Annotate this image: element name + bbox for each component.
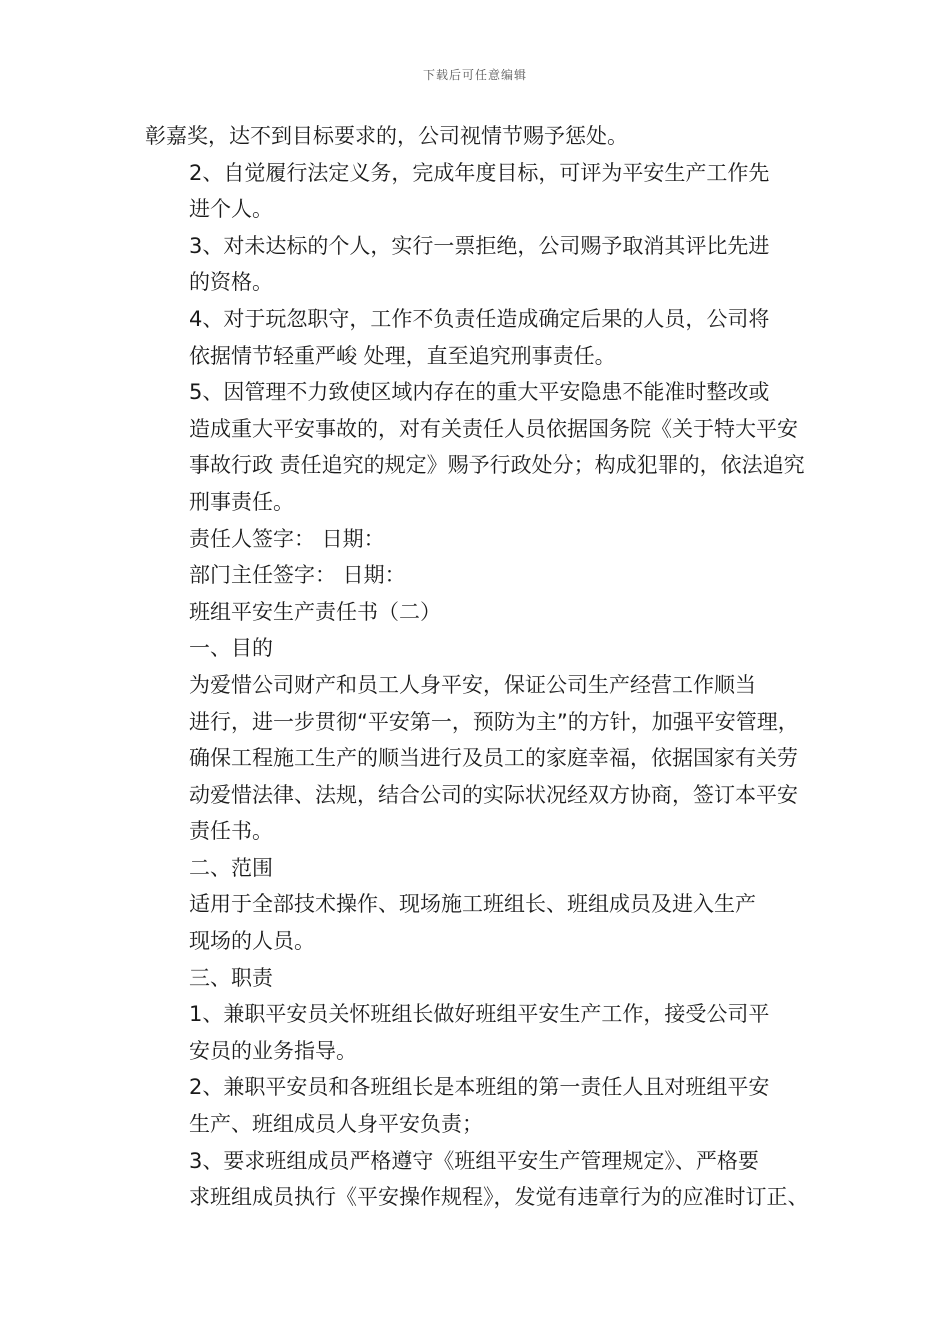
- paragraph-line: 事故行政 责任追究的规定》赐予行政处分；构成犯罪的，依法追究: [189, 453, 805, 478]
- paragraph-line: 生产、班组成员人身平安负责；: [189, 1112, 483, 1137]
- paragraph: [145, 374, 835, 520]
- paragraph: [145, 557, 835, 594]
- paragraph-line: 安员的业务指导。: [189, 1038, 357, 1063]
- paragraph-line: 责任人签字： 日期：: [189, 526, 385, 551]
- paragraph-line: 现场的人员。: [189, 929, 315, 954]
- paragraph: [145, 521, 835, 558]
- paragraph: [145, 594, 835, 631]
- page-header-note: 下载后可任意编辑: [422, 68, 527, 82]
- paragraph-line: 2、自觉履行法定义务，完成年度目标，可评为平安生产工作先: [189, 160, 770, 185]
- paragraph-line: 确保工程施工生产的顺当进行及员工的家庭幸福，依据国家有关劳: [189, 746, 798, 771]
- paragraph-line: 彰嘉奖，达不到目标要求的，公司视情节赐予惩处。: [145, 124, 628, 148]
- paragraph-line: 3、要求班组成员严格遵守《班组平安生产管理规定》、严格要: [189, 1148, 759, 1173]
- paragraph: [145, 850, 835, 887]
- paragraph-line: 进行，进一步贯彻“平安第一，预防为主”的方针，加强平安管理，: [189, 709, 799, 734]
- paragraph-line: 一、目的: [189, 636, 273, 661]
- paragraph-line: 班组平安生产责任书（二）: [189, 599, 441, 624]
- paragraph: [145, 118, 835, 155]
- paragraph: [145, 630, 835, 667]
- document-body: [145, 118, 835, 1216]
- paragraph: [145, 1069, 835, 1142]
- paragraph-line: 二、范围: [189, 855, 273, 880]
- paragraph-line: 5、因管理不力致使区域内存在的重大平安隐患不能准时整改或: [189, 380, 770, 405]
- paragraph: [145, 996, 835, 1069]
- paragraph-line: 进个人。: [189, 197, 273, 222]
- paragraph-line: 部门主任签字： 日期：: [189, 563, 406, 588]
- paragraph-line: 求班组成员执行《平安操作规程》，发觉有违章行为的应准时订正、: [189, 1185, 809, 1210]
- paragraph-line: 的资格。: [189, 270, 273, 295]
- paragraph-line: 刑事责任。: [189, 489, 294, 514]
- paragraph: [145, 960, 835, 997]
- paragraph-line: 3、对未达标的个人，实行一票拒绝，公司赐予取消其评比先进: [189, 233, 770, 258]
- paragraph-line: 依据情节轻重严峻 处理，直至追究刑事责任。: [189, 343, 616, 368]
- paragraph: [145, 301, 835, 374]
- paragraph-line: 动爱惜法律、法规，结合公司的实际状况经双方协商，签订本平安: [189, 782, 798, 807]
- paragraph-line: 责任书。: [189, 819, 273, 844]
- paragraph: [145, 1143, 835, 1216]
- paragraph-line: 4、对于玩忽职守，工作不负责任造成确定后果的人员，公司将: [189, 306, 770, 331]
- paragraph: [145, 155, 835, 228]
- paragraph: [145, 886, 835, 959]
- paragraph-line: 2、兼职平安员和各班组长是本班组的第一责任人且对班组平安: [189, 1075, 770, 1100]
- paragraph-line: 为爱惜公司财产和员工人身平安，保证公司生产经营工作顺当: [189, 672, 756, 697]
- paragraph-line: 适用于全部技术操作、现场施工班组长、班组成员及进入生产: [189, 892, 756, 917]
- paragraph-line: 造成重大平安事故的，对有关责任人员依据国务院《关于特大平安: [189, 416, 798, 441]
- paragraph: [145, 228, 835, 301]
- paragraph-line: 三、职责: [189, 965, 273, 990]
- paragraph-line: 1、兼职平安员关怀班组长做好班组平安生产工作，接受公司平: [189, 1002, 770, 1027]
- paragraph: [145, 667, 835, 850]
